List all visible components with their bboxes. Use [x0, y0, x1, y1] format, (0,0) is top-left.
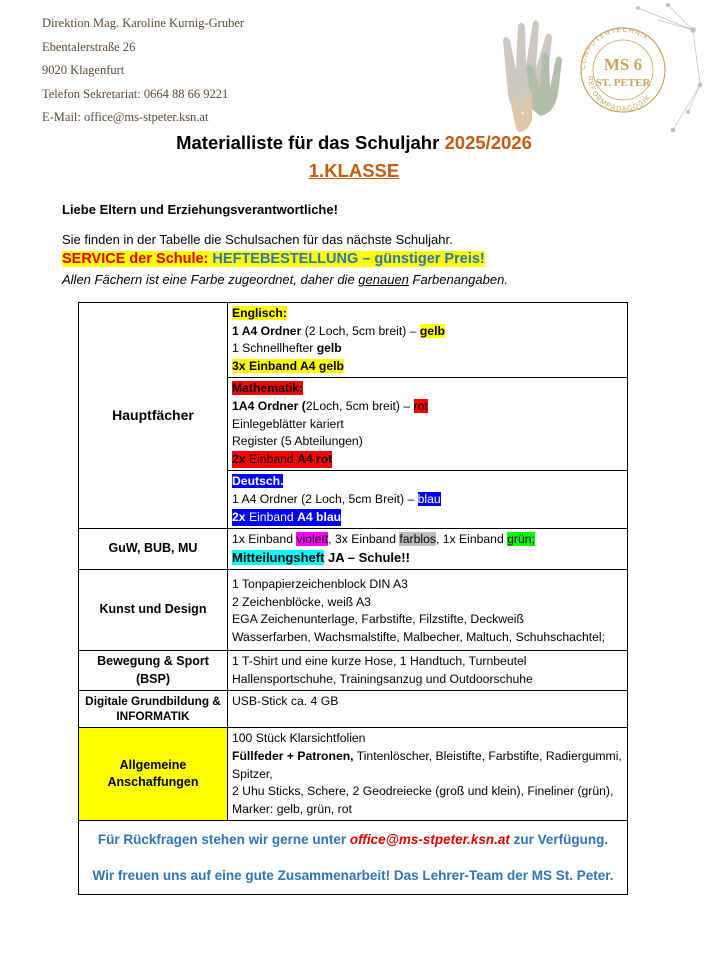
category-bsp: Bewegung & Sport (BSP)	[79, 651, 228, 691]
table-row	[79, 691, 628, 728]
table-row	[79, 821, 628, 895]
intro-text: Sie finden in der Tabelle die Schulsachen für das nächste Schuljahr.	[62, 232, 453, 247]
allgemein-items: 100 Stück Klarsichtfolien Füllfeder + Patronen, Tintenlöscher, Bleistifte, Farbstifte, Radiergummi, Spitzer, 2 Uhu Sticks, Schere, 2 Geodreiecke (groß und klein), Fineliner (grün), Marker: gelb, grün, rot	[228, 728, 628, 821]
contact-footer: Für Rückfragen stehen wir gerne unter office@ms-stpeter.ksn.at zur Verfügung. Wir freuen uns auf eine gute Zusammenarbeit! Das Lehrer-Team der MS St. Peter.	[79, 821, 628, 895]
address-line: 9020 Klagenfurt	[42, 63, 125, 77]
school-address	[42, 12, 244, 130]
table-row	[79, 570, 628, 651]
page-title: Materialliste für das Schuljahr 2025/2026	[176, 132, 532, 153]
table-row	[79, 651, 628, 691]
logo-ring-top: COMPUTERTECHNIK	[579, 26, 651, 71]
address-line: E-Mail: office@ms-stpeter.ksn.at	[42, 110, 209, 124]
address-line: Telefon Sekretariat: 0664 88 66 9221	[42, 86, 229, 101]
subject-deutsch: Deutsch. 1 A4 Ordner (2 Loch, 5cm Breit) – blau 2x Einband A4 blau	[228, 471, 628, 529]
class-title: 1.KLASSE	[308, 160, 400, 181]
service-note: SERVICE der Schule: HEFTEBESTELLUNG – günstiger Preis!	[62, 251, 485, 267]
guw-items: 1x Einband violett, 3x Einband farblos, 1x Einband grün; Mitteilungsheft JA – Schule!!	[228, 529, 628, 570]
logo-sub: ST. PETER	[595, 77, 651, 89]
hands-icon	[503, 20, 562, 132]
category-allgemein: Allgemeine Anschaffungen	[79, 728, 228, 821]
logo-ring-bottom: REFORMPÄDAGOGIK	[585, 75, 653, 114]
material-table	[78, 302, 628, 895]
contact-email[interactable]: office@ms-stpeter.ksn.at	[349, 832, 510, 848]
address-line: Ebentalerstraße 26	[42, 39, 136, 54]
category-digital: Digitale Grundbildung & INFORMATIK	[79, 691, 228, 728]
table-row	[79, 728, 628, 821]
category-hauptfaecher: Hauptfächer	[79, 303, 228, 529]
category-kunst: Kunst und Design	[79, 570, 228, 651]
school-year: 2025/2026	[444, 132, 532, 153]
subject-mathematik: Mathematik: 1A4 Ordner (2Loch, 5cm breit) – rot Einlegeblätter kariert Register (5 Abteilungen) 2x Einband A4 rot	[228, 378, 628, 471]
table-row	[79, 303, 628, 378]
category-guw: GuW, BUB, MU	[79, 529, 228, 570]
greeting: Liebe Eltern und Erziehungsverantwortliche!	[62, 202, 338, 217]
digital-items: USB-Stick ca. 4 GB	[228, 691, 628, 728]
color-note: Allen Fächern ist eine Farbe zugeordnet, daher die genauen Farbenangaben.	[62, 272, 508, 287]
logo-name: MS 6	[603, 55, 643, 74]
table-row	[79, 529, 628, 570]
kunst-items: 1 Tonpapierzeichenblock DIN A3 2 Zeichenblöcke, weiß A3 EGA Zeichenunterlage, Farbstifte, Filzstifte, Deckweiß Wasserfarben, Wachsmalstifte, Malbecher, Maltuch, Schuhschachtel;	[228, 570, 628, 651]
subject-englisch: Englisch: 1 A4 Ordner (2 Loch, 5cm breit) – gelb 1 Schnellhefter gelb 3x Einband A4 gelb	[228, 303, 628, 378]
address-line: Direktion Mag. Karoline Kurnig-Gruber	[42, 16, 245, 30]
bsp-items: 1 T-Shirt und eine kurze Hose, 1 Handtuch, Turnbeutel Hallensportschuhe, Trainingsanzug und Outdoorschuhe	[228, 651, 628, 691]
school-logo	[488, 0, 704, 140]
